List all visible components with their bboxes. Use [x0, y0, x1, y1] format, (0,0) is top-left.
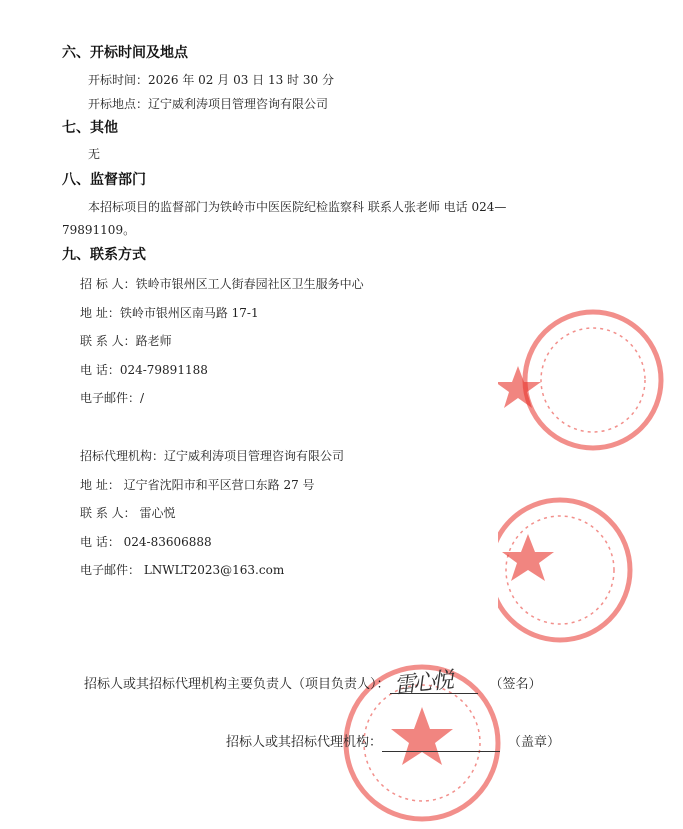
- signature-person-label: 招标人或其招标代理机构主要负责人（项目负责人）：: [84, 677, 390, 692]
- bid-opening-time: 开标时间：2026 年 02 月 03 日 13 时 30 分: [88, 73, 334, 87]
- supervision-body-line1: 本招标项目的监督部门为铁岭市中医医院纪检监察科 联系人张老师 电话 024—: [88, 200, 507, 214]
- supervision-body-line2: 79891109。: [62, 223, 136, 237]
- bid-opening-place: 开标地点：辽宁威利涛项目管理咨询有限公司: [88, 97, 329, 111]
- other-body: 无: [88, 147, 101, 161]
- seal-outer-ring: [525, 312, 661, 448]
- tenderer-email: 电子邮件：/: [80, 391, 145, 405]
- signature-field[interactable]: [390, 668, 478, 699]
- seal-star: [502, 534, 554, 581]
- tenderer-phone: 电 话：024-79891188: [80, 363, 208, 377]
- section-9-heading: 九、联系方式: [62, 247, 146, 263]
- signature-line-person: [84, 668, 542, 699]
- section-7-heading: 七、其他: [62, 120, 118, 136]
- agency-email: 电子邮件： LNWLT2023@163.com: [80, 563, 285, 577]
- agency-name: 招标代理机构：辽宁威利涛项目管理咨询有限公司: [80, 449, 345, 463]
- signature-stamp-suffix: （盖章）: [508, 735, 561, 750]
- section-8-heading: 八、监督部门: [62, 172, 146, 188]
- tenderer-contact: 联 系 人：路老师: [80, 334, 172, 348]
- section-6-heading: 六、开标时间及地点: [62, 45, 188, 61]
- signature-stamp-label: 招标人或其招标代理机构：: [226, 735, 383, 750]
- agency-address: 地 址： 辽宁省沈阳市和平区营口东路 27 号: [80, 478, 315, 492]
- handwritten-signature: 雷心悦: [392, 668, 452, 699]
- tenderer-seal: [498, 308, 683, 458]
- agency-seal-top: [498, 488, 683, 658]
- signature-line-stamp: [226, 733, 560, 752]
- seal-star: [498, 366, 541, 408]
- agency-contact: 联 系 人： 雷心悦: [80, 506, 176, 520]
- tenderer-name: 招 标 人：铁岭市银州区工人街春园社区卫生服务中心: [80, 277, 364, 291]
- seal-inner-ring: [541, 328, 645, 432]
- signature-person-suffix: （签名）: [489, 677, 542, 692]
- agency-phone: 电 话： 024-83606888: [80, 535, 212, 549]
- tenderer-address: 地 址：铁岭市银州区南马路 17-1: [80, 306, 259, 320]
- stamp-field[interactable]: [382, 733, 500, 752]
